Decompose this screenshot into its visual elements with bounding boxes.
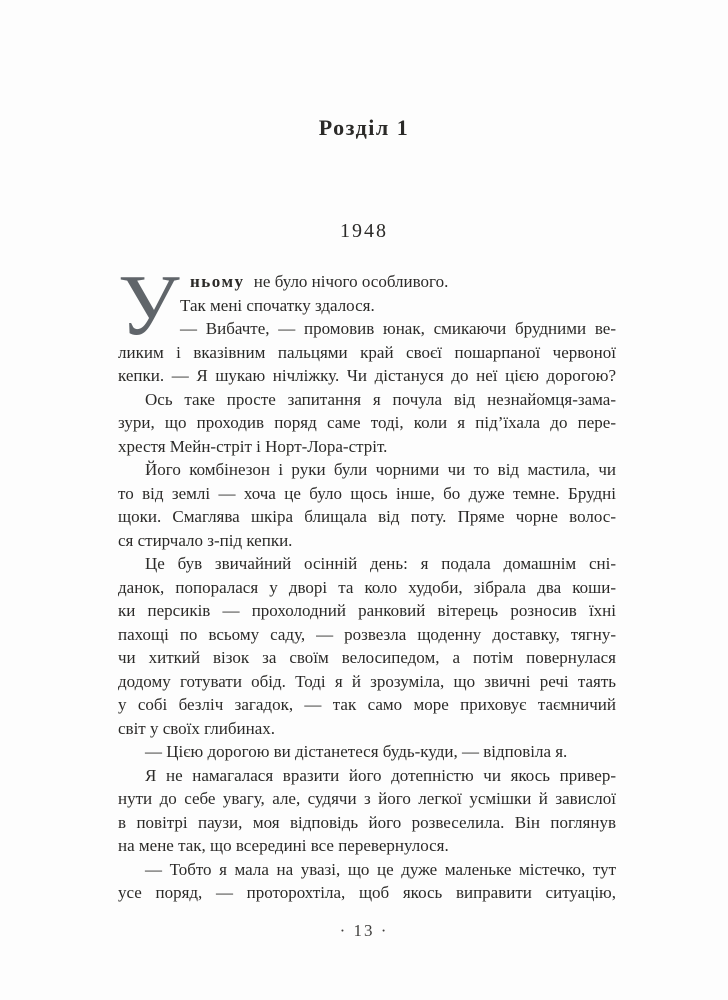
- text-line: ся стирчало з-під кепки.: [118, 530, 293, 550]
- text-line: данок, попоралася у дворі та коло худоби, зібрала два коши-: [118, 577, 616, 597]
- paragraph: [118, 458, 616, 552]
- text-line: — Вибачте, — промовив юнак, смикаючи брудними ве-: [180, 319, 616, 338]
- text-line: у собі безліч загадок, — так само море приховує таємничий: [118, 695, 616, 714]
- text-line: додому готувати обід. Тоді я й зрозуміла, що звичні речі таять: [118, 671, 616, 691]
- year-heading: 1948: [340, 220, 388, 242]
- text-line: Я не намагалася вразити його дотепністю чи якось привер-: [145, 765, 616, 785]
- paragraph: [118, 764, 616, 858]
- text-line: Його комбінезон і руки були чорними чи то від мастила, чи: [145, 460, 616, 479]
- text-line: — Цією дорогою ви дістанетеся будь-куди, — відповіла я.: [145, 742, 568, 761]
- paragraph: [118, 858, 616, 905]
- paragraph: [118, 740, 616, 764]
- paragraph: [118, 256, 616, 388]
- text-line: ньому не було нічого особливого.: [190, 272, 449, 291]
- text-line: усе поряд, — проторохтіла, щоб якось виправити ситуацію,: [118, 883, 616, 902]
- text-line: на мене так, що всередині все перевернулося.: [118, 836, 449, 855]
- text-line: Це був звичайний осінній день: я подала домашнім сні-: [145, 554, 616, 573]
- text-line: ки персиків — прохолодний ранковий вітерець розносив їхні: [118, 601, 616, 620]
- text-line: Так мені спочатку здалося.: [180, 295, 375, 315]
- text-line: ликим і вказівним пальцями край своєї пошарпаної червоної: [118, 342, 616, 362]
- text-line: Ось таке просте запитання я почула від незнайомця-зама-: [145, 389, 616, 409]
- text-line: то від землі — хоча це було щось інше, бо дуже темне. Брудні: [118, 483, 616, 503]
- paragraph: [118, 388, 616, 459]
- text-line: світ у своїх глибинах.: [118, 718, 275, 738]
- text-line: — Тобто я мала на увазі, що це дуже маленьке містечко, тут: [145, 859, 616, 879]
- text-line: нути до себе увагу, але, судячи з його легкої усмішки й завислої: [118, 789, 616, 808]
- page-number: · 13 ·: [339, 920, 389, 940]
- lead-word: ньому: [190, 272, 245, 291]
- drop-cap-letter: У: [118, 256, 180, 353]
- paragraph: [118, 552, 616, 740]
- text-line: кепки. — Я шукаю нічліжку. Чи дістануся до неї цією дорогою?: [118, 366, 616, 385]
- text-line: в повітрі паузи, моя відповідь його розвеселила. Він поглянув: [118, 812, 616, 832]
- text-line: зури, що проходив поряд саме тоді, коли я під’їхала до пере-: [118, 413, 616, 432]
- text-line: хрестя Мейн-стріт і Норт-Лора-стріт.: [118, 436, 388, 456]
- chapter-title: Розділ 1: [318, 115, 410, 140]
- text-line: щоки. Смаглява шкіра блищала від поту. Пряме чорне волос-: [118, 507, 616, 526]
- body-text: [118, 256, 616, 905]
- text-line: чи хиткий візок за своїм велосипедом, а потім повернулася: [118, 648, 616, 667]
- text-line: пахощі по всьому саду, — розвезла щоденну доставку, тягну-: [118, 624, 616, 644]
